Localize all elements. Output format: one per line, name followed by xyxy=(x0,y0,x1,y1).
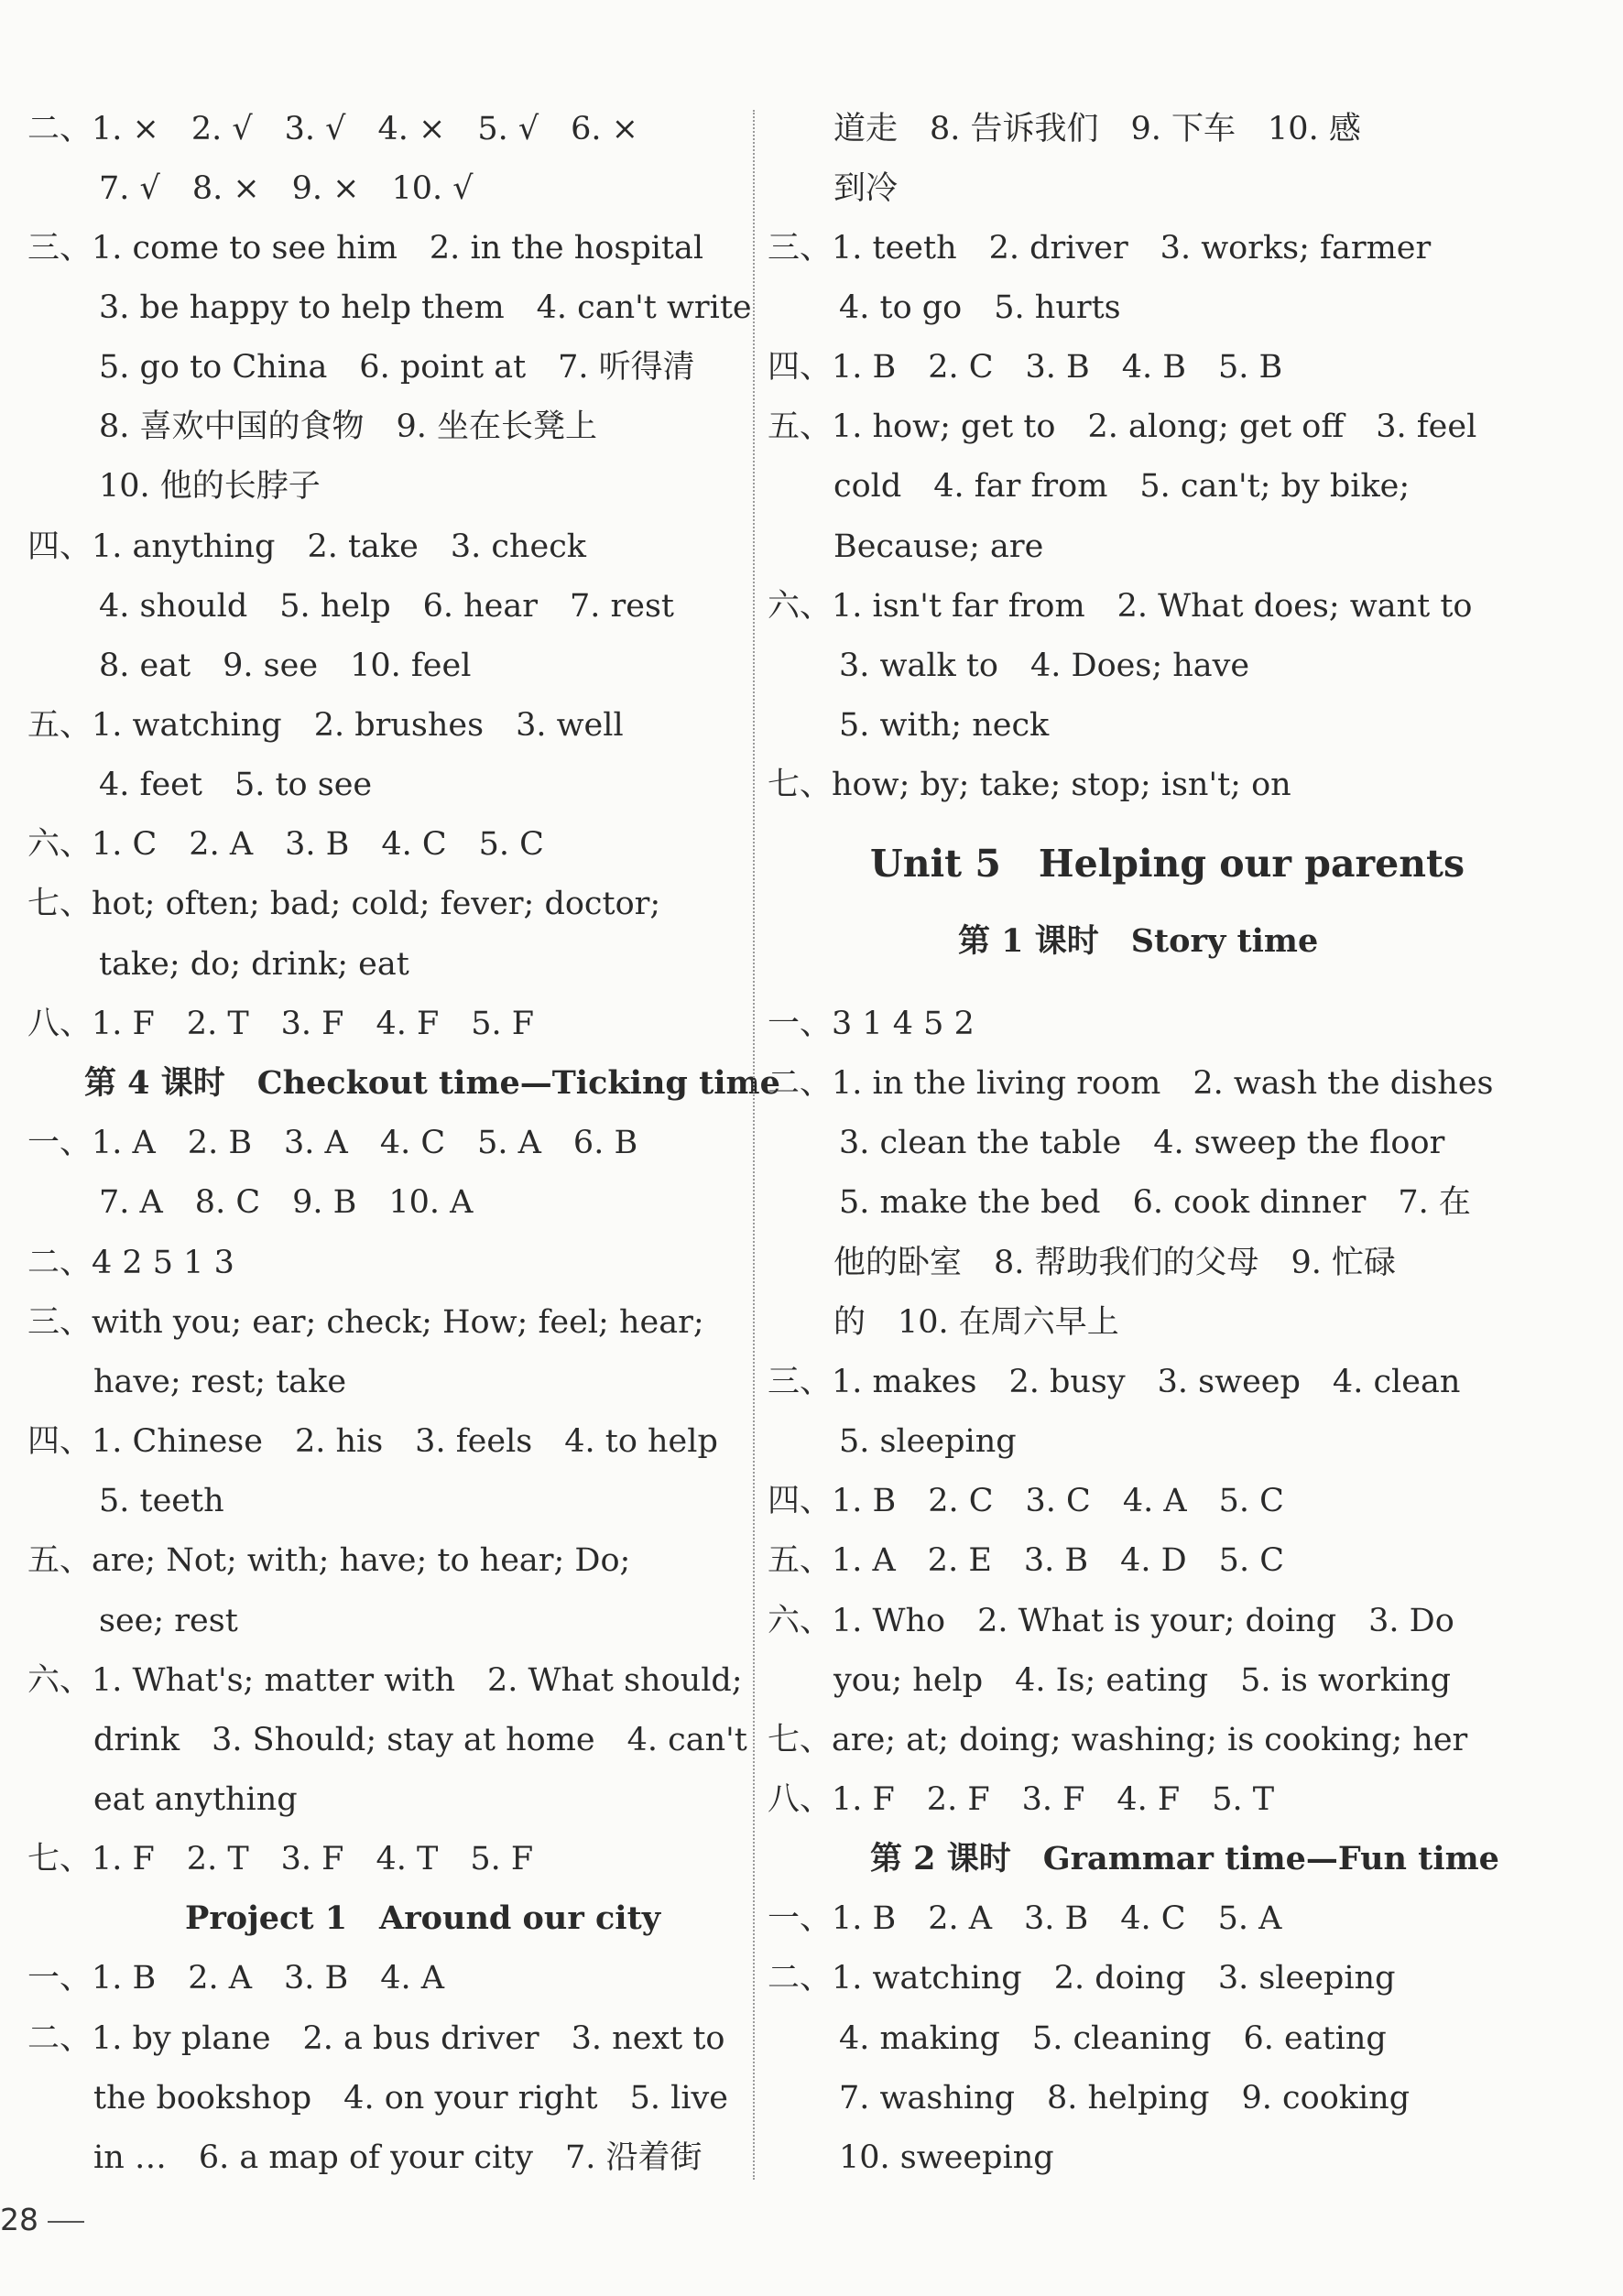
answer-line: 他的卧室 8. 帮助我们的父母 9. 忙碌 xyxy=(833,1245,1397,1281)
unit-title: Unit 5 Helping our parents xyxy=(870,842,1465,886)
answer-line: 四、1. B 2. C 3. C 4. A 5. C xyxy=(768,1483,1284,1519)
answer-line: 五、1. how; get to 2. along; get off 3. feel xyxy=(768,408,1477,445)
answer-line: the bookshop 4. on your right 5. live xyxy=(93,2080,729,2116)
answer-line: 二、4 2 5 1 3 xyxy=(27,1245,234,1281)
answer-line: 一、1. B 2. A 3. B 4. A xyxy=(27,1960,445,1997)
section-heading: Project 1 Around our city xyxy=(185,1899,661,1937)
answer-line: 10. sweeping xyxy=(839,2139,1054,2176)
answer-line: 7. √ 8. × 9. × 10. √ xyxy=(99,170,474,207)
answer-line: take; do; drink; eat xyxy=(99,946,409,983)
answer-line: 七、are; at; doing; washing; is cooking; her xyxy=(768,1722,1468,1758)
answer-line: 7. washing 8. helping 9. cooking xyxy=(839,2080,1411,2116)
answer-line: 二、1. watching 2. doing 3. sleeping xyxy=(768,1960,1396,1997)
answer-line: 六、1. C 2. A 3. B 4. C 5. C xyxy=(27,826,544,863)
answer-line: in … 6. a map of your city 7. 沿着街 xyxy=(93,2139,703,2176)
answer-line: 四、1. B 2. C 3. B 4. B 5. B xyxy=(768,349,1283,386)
column-divider xyxy=(753,110,755,2180)
answer-line: 道走 8. 告诉我们 9. 下车 10. 感 xyxy=(833,111,1361,147)
answer-line: 8. 喜欢中国的食物 9. 坐在长凳上 xyxy=(99,408,598,445)
answer-line: drink 3. Should; stay at home 4. can't xyxy=(93,1722,747,1758)
answer-line: 二、1. by plane 2. a bus driver 3. next to xyxy=(27,2020,725,2057)
answer-line: 六、1. What's; matter with 2. What should; xyxy=(27,1662,743,1699)
answer-line: 二、1. × 2. √ 3. √ 4. × 5. √ 6. × xyxy=(27,111,639,147)
answer-line: 8. eat 9. see 10. feel xyxy=(99,647,472,684)
answer-line: have; rest; take xyxy=(93,1364,347,1400)
page-number: 28 xyxy=(0,2202,38,2237)
answer-line: 5. teeth xyxy=(99,1483,224,1519)
answer-line: 到冷 xyxy=(833,170,899,207)
answer-line: 七、hot; often; bad; cold; fever; doctor; xyxy=(27,886,661,922)
answer-line: 三、1. makes 2. busy 3. sweep 4. clean xyxy=(768,1364,1461,1400)
answer-line: 4. should 5. help 6. hear 7. rest xyxy=(99,588,674,625)
section-heading: 第 1 课时 Story time xyxy=(958,922,1319,960)
answer-line: 7. A 8. C 9. B 10. A xyxy=(99,1184,474,1221)
answer-line: 三、1. teeth 2. driver 3. works; farmer xyxy=(768,230,1432,267)
answer-line: 七、1. F 2. T 3. F 4. T 5. F xyxy=(27,1841,534,1877)
answer-line: 5. with; neck xyxy=(839,707,1050,744)
answer-line: 的 10. 在周六早上 xyxy=(833,1304,1119,1341)
section-heading: 第 4 课时 Checkout time—Ticking time xyxy=(84,1064,780,1102)
answer-line: 四、1. anything 2. take 3. check xyxy=(27,528,587,565)
answer-line: 5. make the bed 6. cook dinner 7. 在 xyxy=(839,1184,1471,1221)
answer-line: 七、how; by; take; stop; isn't; on xyxy=(768,767,1291,803)
page-number-rule xyxy=(48,2221,84,2223)
answer-line: 4. feet 5. to see xyxy=(99,767,373,803)
answer-line: 三、with you; ear; check; How; feel; hear; xyxy=(27,1304,704,1341)
section-heading: 第 2 课时 Grammar time—Fun time xyxy=(870,1840,1499,1877)
answer-line: 八、1. F 2. T 3. F 4. F 5. F xyxy=(27,1006,535,1042)
answer-line: Because; are xyxy=(833,528,1044,565)
answer-line: 四、1. Chinese 2. his 3. feels 4. to help xyxy=(27,1423,718,1460)
answer-line: cold 4. far from 5. can't; by bike; xyxy=(833,468,1411,505)
answer-line: 4. making 5. cleaning 6. eating xyxy=(839,2020,1387,2057)
answer-line: 五、1. watching 2. brushes 3. well xyxy=(27,707,624,744)
answer-line: see; rest xyxy=(99,1603,238,1639)
answer-line: 10. 他的长脖子 xyxy=(99,468,321,505)
answer-line: you; help 4. Is; eating 5. is working xyxy=(833,1662,1452,1699)
answer-line: 六、1. isn't far from 2. What does; want to xyxy=(768,588,1473,625)
answer-line: 五、1. A 2. E 3. B 4. D 5. C xyxy=(768,1542,1284,1579)
answer-line: 5. go to China 6. point at 7. 听得清 xyxy=(99,349,695,386)
answer-line: 3. clean the table 4. sweep the floor xyxy=(839,1125,1445,1161)
answer-line: 一、1. A 2. B 3. A 4. C 5. A 6. B xyxy=(27,1125,638,1161)
answer-line: 五、are; Not; with; have; to hear; Do; xyxy=(27,1542,631,1579)
answer-line: 3. be happy to help them 4. can't write xyxy=(99,289,752,326)
answer-line: 3. walk to 4. Does; have xyxy=(839,647,1250,684)
answer-line: 二、1. in the living room 2. wash the dishes xyxy=(768,1065,1494,1102)
answer-line: 八、1. F 2. F 3. F 4. F 5. T xyxy=(768,1781,1275,1818)
answer-line: eat anything xyxy=(93,1781,298,1818)
answer-line: 一、1. B 2. A 3. B 4. C 5. A xyxy=(768,1900,1282,1937)
answer-line: 5. sleeping xyxy=(839,1423,1017,1460)
answer-line: 4. to go 5. hurts xyxy=(839,289,1121,326)
answer-line: 三、1. come to see him 2. in the hospital xyxy=(27,230,704,267)
answer-line: 六、1. Who 2. What is your; doing 3. Do xyxy=(768,1603,1454,1639)
answer-line: 一、3 1 4 5 2 xyxy=(768,1006,975,1042)
